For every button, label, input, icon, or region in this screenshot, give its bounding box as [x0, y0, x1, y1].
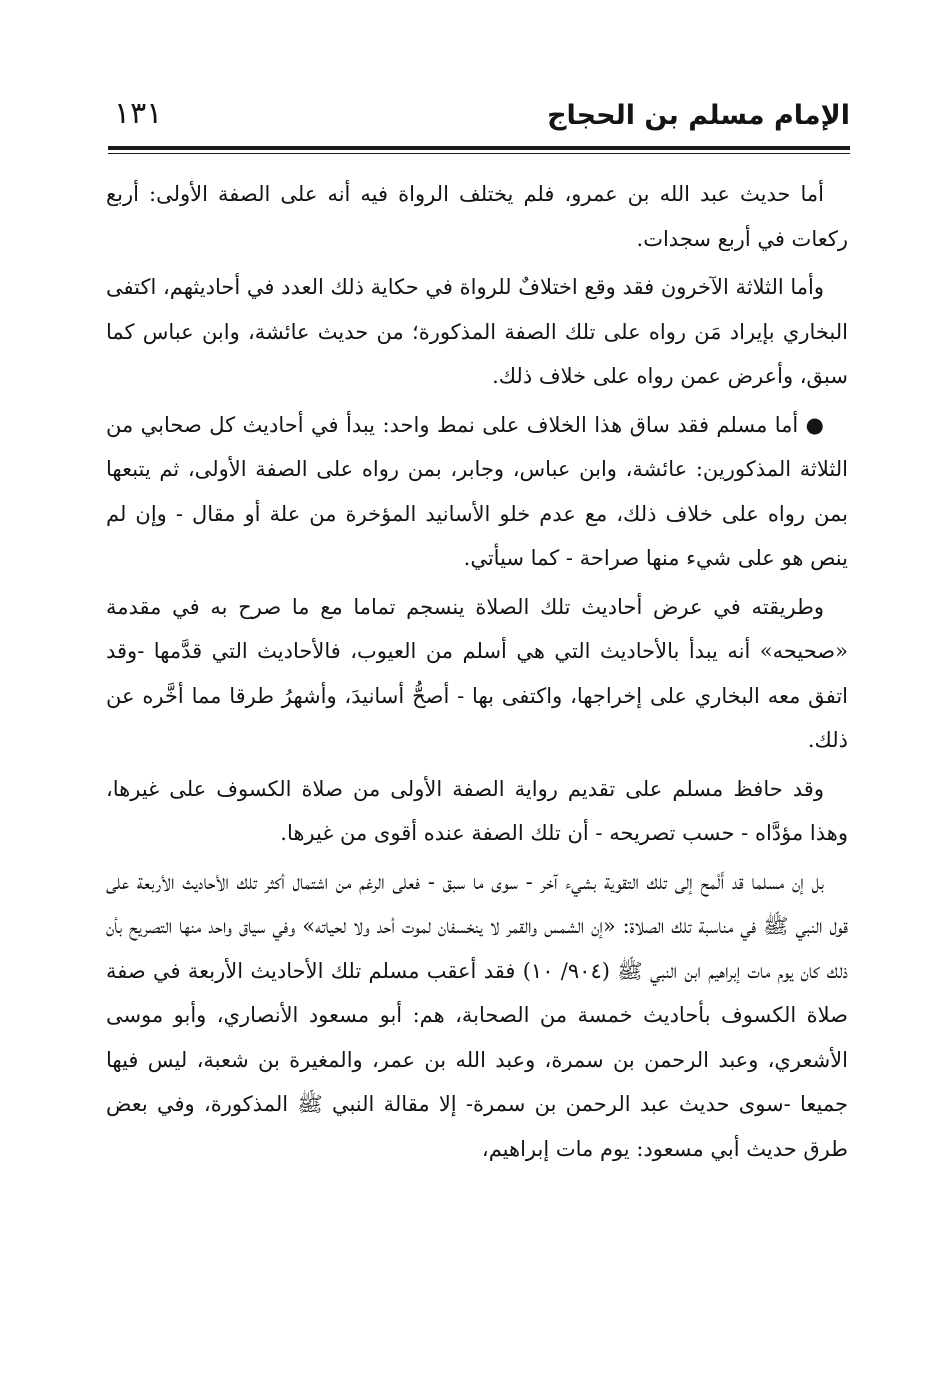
page-number: ١٣١: [114, 96, 163, 131]
body-text: [106, 172, 848, 1175]
header-title: الإمام مسلم بن الحجاج: [547, 100, 850, 131]
paragraph: وقد حافظ مسلم على تقديم رواية الصفة الأولى من صلاة الكسوف على غيرها، وهذا مؤدَّاه - حسب تصريحه - أن تلك الصفة عنده أقوى من غيرها.: [106, 776, 848, 845]
header-rule-thin: [108, 153, 850, 154]
running-header: [108, 92, 850, 142]
paragraph: ● أما مسلم فقد ساق هذا الخلاف على نمط واحد: يبدأ في أحاديث كل صحابي من الثلاثة المذكورين: عائشة، وابن عباس، وجابر، بمن رواه على الصفة الأولى، ثم يتبعها بمن رواه على خلاف ذلك، مع عدم خلو الأسانيد المؤخرة من علة أو مقال - وإن لم ينص هو على شيء منها صراحة - كما سيأتي.: [106, 412, 848, 570]
paragraph: وأما الثلاثة الآخرون فقد وقع اختلافٌ للرواة في حكاية ذلك العدد في أحاديثهم، اكتفى البخاري بإيراد مَن رواه على تلك الصفة المذكورة؛ من حديث عائشة، وابن عباس كما سبق، وأعرض عمن رواه على خلاف ذلك.: [106, 275, 848, 388]
paragraph: أما حديث عبد الله بن عمرو، فلم يختلف الرواة فيه أنه على الصفة الأولى: أربع ركعات في أربع سجدات.: [106, 182, 848, 251]
paragraph: بل إن مسلما قد أَلْمح إلى تلك التقوية بشيء آخر - سوى ما سبق - فعلى الرغم من اشتمال أكثر تلك الأحاديث الأربعة على قول النبي ﷺ في مناسبة تلك الصلاة: «إن الشمس والقمر لا ينخسفان لموت أحد ولا لحياته» وفي سياق واحد منها التصريح بأن ذلك كان يوم مات إبراهيم ابن النبي ﷺ (٩٠٤/ ١٠) فقد أعقب مسلم تلك الأحاديث الأربعة في صفة صلاة الكسوف بأحاديث خمسة من الصحابة، هم: أبو مسعود الأنصاري، وأبو موسى الأشعري، وعبد الرحمن بن سمرة، وعبد الله بن عمر، والمغيرة بن شعبة، ليس فيها جميعا -سوى حديث عبد الرحمن بن سمرة- إلا مقالة النبي ﷺ المذكورة، وفي بعض طرق حديث أبي مسعود: يوم مات إبراهيم،: [106, 869, 848, 1161]
header-rule-thick: [108, 146, 850, 150]
paragraph: وطريقته في عرض أحاديث تلك الصلاة ينسجم تماما مع ما صرح به في مقدمة «صحيحه» أنه يبدأ بالأحاديث التي هي أسلم من العيوب، فالأحاديث التي قدَّمها -وقد اتفق معه البخاري على إخراجها، واكتفى بها - أصحُّ أسانيدَ، وأشهرُ طرقا مما أخَّره عن ذلك.: [106, 594, 848, 752]
